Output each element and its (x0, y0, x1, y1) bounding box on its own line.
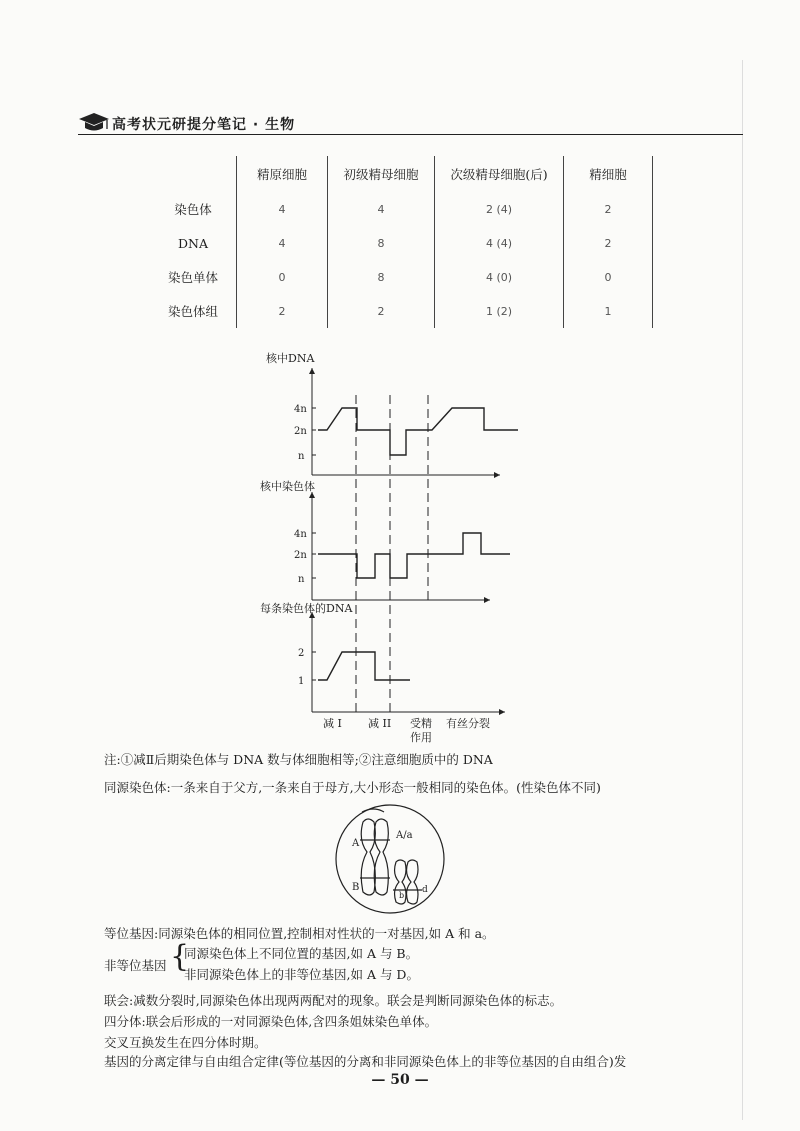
table-cell: 2 (4) (435, 192, 564, 226)
allele-definition: 等位基因:同源染色体的相同位置,控制相对性状的一对基因,如 A 和 a。 (104, 926, 495, 941)
cell-diagram (330, 802, 450, 917)
gene-label-A: A (352, 838, 360, 849)
nonallele-item-2: 非同源染色体上的非等位基因,如 A 与 D。 (184, 967, 419, 982)
phase-label: 有丝分裂 (446, 717, 490, 730)
gene-label-b: b (399, 891, 405, 900)
cell-membrane (336, 805, 444, 913)
gene-label-Aa: A/a (396, 830, 413, 841)
brace-icon: { (170, 939, 190, 974)
table-cell: 4 (328, 192, 435, 226)
gene-label-B: B (352, 882, 360, 893)
table-header-cell: 初级精母细胞 (328, 156, 435, 192)
table-header-cell: 次级精母细胞(后) (435, 156, 564, 192)
dna-graph-title: 核中DNA (266, 352, 315, 365)
table-cell: 8 (328, 260, 435, 294)
table-cell: 4 (0) (435, 260, 564, 294)
phase-label: 减 II (368, 717, 392, 730)
chromosome-pair-short (393, 860, 422, 904)
table-cell: 2 (564, 192, 653, 226)
row-label: DNA (178, 235, 208, 251)
dna-curve (318, 408, 518, 455)
nonallele-label: 非等位基因 (104, 958, 167, 973)
row-label: 染色体 (174, 202, 212, 217)
table-cell: 8 (328, 226, 435, 260)
table-cell: 0 (237, 260, 328, 294)
homologous-definition: 同源染色体:一条来自于父方,一条来自于母方,大小形态一般相同的染色体。(性染色体不同) (104, 780, 601, 795)
table-cell: 2 (328, 294, 435, 328)
row-label: 染色单体 (167, 270, 218, 285)
synapsis-definition: 联会:减数分裂时,同源染色体出现两两配对的现象。联会是判断同源染色体的标志。 (104, 993, 563, 1008)
chromosome-pair-long (360, 809, 390, 895)
nonallele-item-1: 同源染色体上不同位置的基因,如 A 与 B。 (184, 946, 419, 961)
gene-label-d: d (422, 885, 428, 895)
chrom-curve (318, 533, 510, 578)
page-number: — 50 — (371, 1072, 429, 1088)
crossover-note: 交叉互换发生在四分体时期。 (104, 1035, 267, 1050)
phase-label: 减 I (323, 717, 342, 730)
row-label: 染色体组 (167, 304, 218, 319)
tick-label: 4n (294, 529, 307, 540)
table-cell: 2 (564, 226, 653, 260)
table-cell: 4 (4) (435, 226, 564, 260)
table-cell: 0 (564, 260, 653, 294)
tick-label: 2 (298, 648, 305, 659)
perchrom-graph-title: 每条染色体的DNA (260, 602, 353, 615)
table-cell: 1 (564, 294, 653, 328)
table-cell: 1 (2) (435, 294, 564, 328)
table-cell: 4 (237, 226, 328, 260)
tick-label: n (298, 451, 305, 462)
chrom-graph-title: 核中染色体 (260, 480, 315, 493)
note-1: 注:①减Ⅱ后期染色体与 DNA 数与体细胞相等;②注意细胞质中的 DNA (104, 752, 493, 767)
phase-label: 受精 (410, 717, 432, 730)
tick-label: 2n (294, 550, 307, 561)
phase-label: 作用 (410, 731, 432, 744)
tick-label: 2n (294, 426, 307, 437)
tick-label: 1 (298, 676, 305, 687)
law-note: 基因的分离定律与自由组合定律(等位基因的分离和非同源染色体上的非等位基因的自由组合)发 (104, 1054, 627, 1069)
table-header-cell: 精原细胞 (237, 156, 328, 192)
table-cell: 4 (237, 192, 328, 226)
table-header-cell: 精细胞 (564, 156, 653, 192)
perchrom-curve (318, 652, 410, 680)
tick-label: n (298, 574, 305, 585)
tetrad-definition: 四分体:联会后形成的一对同源染色体,含四条姐妹染色单体。 (104, 1014, 438, 1029)
table-cell: 2 (237, 294, 328, 328)
header-title: 高考状元研提分笔记 · 生物 (112, 117, 296, 133)
tick-label: 4n (294, 404, 307, 415)
